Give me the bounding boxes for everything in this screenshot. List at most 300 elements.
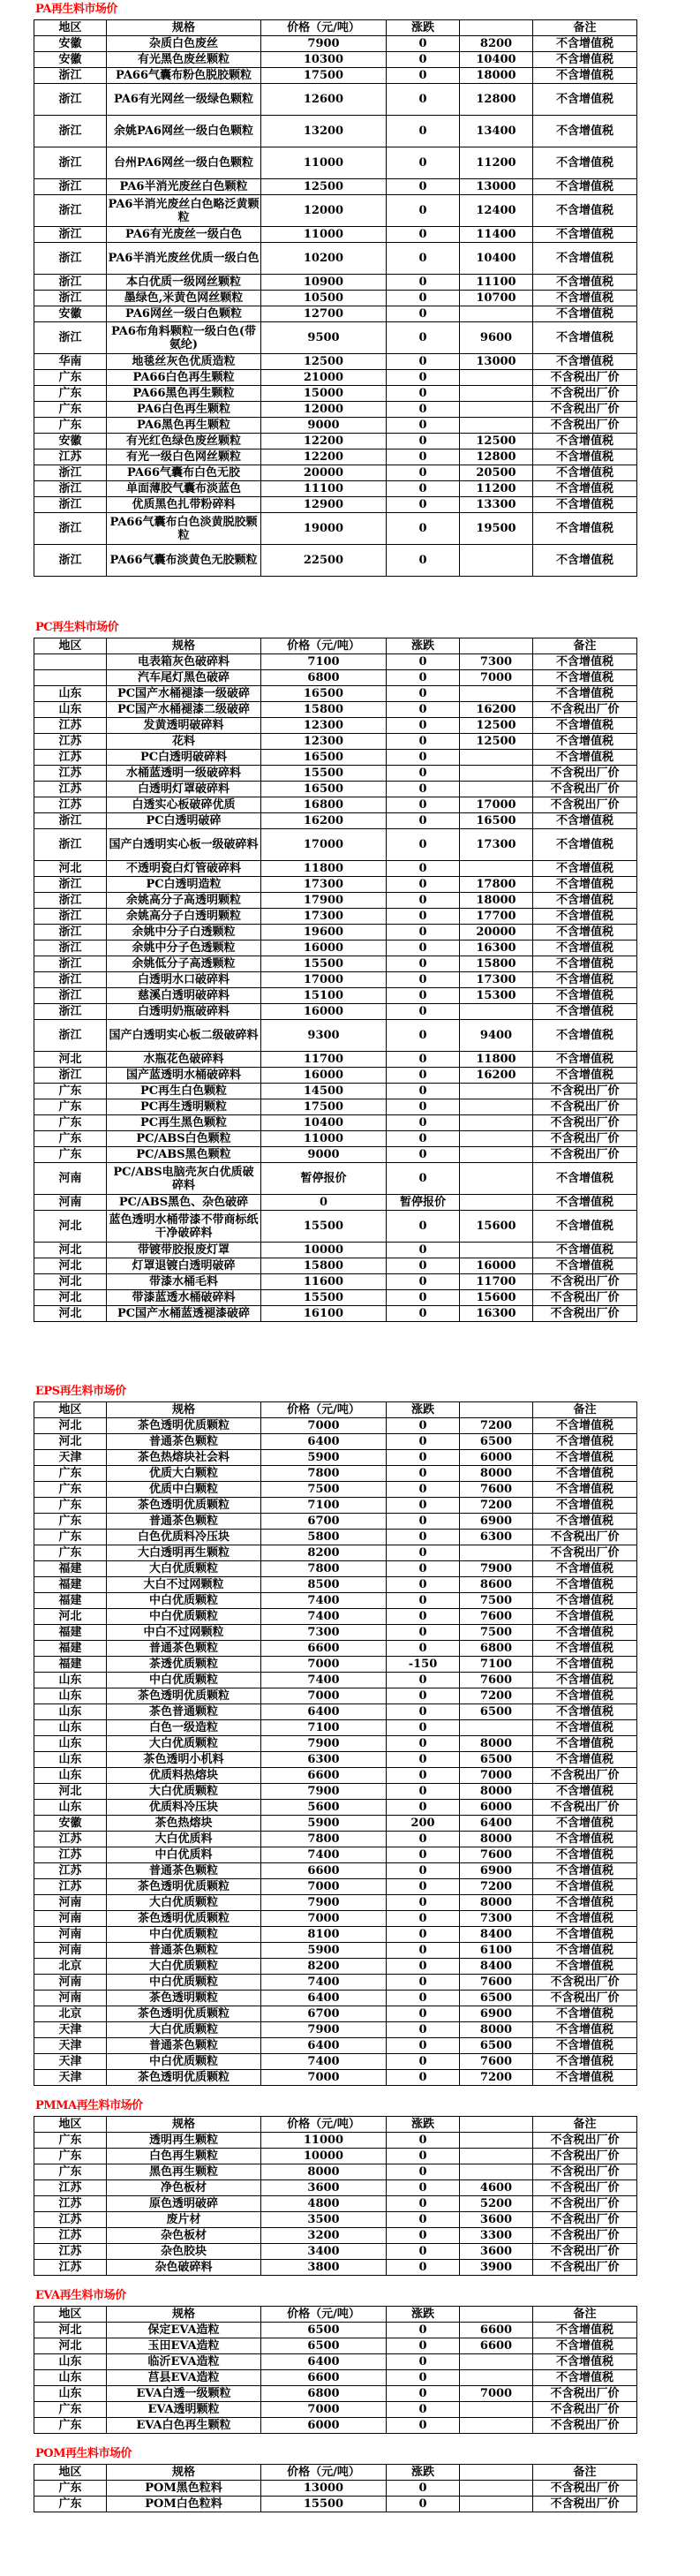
spec-cell: 普通茶色颗粒 [107,1434,261,1450]
change-cell: 0 [387,227,460,243]
price-cell: 7900 [261,36,387,52]
region-cell: 浙江 [34,813,107,829]
spec-cell: PC白透明破碎料 [107,750,261,766]
region-cell: 河南 [34,1991,107,2006]
table-row [34,1577,637,1593]
price-high-cell: 7000 [460,2386,533,2402]
remark-cell: 不含增值税 [533,750,637,766]
remark-cell: 不含税出厂价 [533,1306,637,1322]
region-cell: 浙江 [34,925,107,941]
table-row [34,322,637,354]
remark-cell: 不含增值税 [533,1943,637,1959]
table-header-row [34,2117,637,2133]
price-cell: 11700 [261,1052,387,1068]
table-row [34,2054,637,2070]
table-row [34,2338,637,2354]
spec-cell: PC国产水桶蓝透褪漆破碎 [107,1306,261,1322]
price-high-cell: 11800 [460,1052,533,1068]
price-cell: 9000 [261,418,387,434]
region-cell: 福建 [34,1593,107,1609]
remark-cell: 不含税出厂价 [533,1290,637,1306]
region-cell: 河北 [34,861,107,877]
price-high-cell: 20000 [460,925,533,941]
remark-cell: 不含税出厂价 [533,1274,637,1290]
change-cell: 0 [387,2497,460,2512]
price-high-cell: 19500 [460,513,533,545]
region-cell: 浙江 [34,84,107,116]
spec-cell: 优质料热熔块 [107,1768,261,1784]
region-cell: 河南 [34,1943,107,1959]
price-cell: 12000 [261,402,387,418]
table-row [34,1115,637,1131]
price-cell: 7400 [261,1673,387,1688]
table-row [34,1991,637,2006]
price-high-cell [460,1131,533,1147]
price-cell: 16000 [261,941,387,956]
price-high-cell: 6500 [460,1991,533,2006]
spec-cell: 水桶蓝透明一级破碎料 [107,766,261,782]
table-row [34,718,637,734]
price-high-cell: 13400 [460,116,533,147]
price-cell: 7500 [261,1482,387,1498]
price-high-cell: 6100 [460,1943,533,1959]
header-spec: 规格 [107,2465,261,2481]
region-cell: 广东 [34,2497,107,2512]
region-cell: 河南 [34,1895,107,1911]
change-cell: 0 [387,1641,460,1657]
spec-cell: 慈溪白透明破碎料 [107,988,261,1004]
change-cell: 0 [387,1482,460,1498]
price-cell: 8200 [261,1959,387,1975]
price-high-cell: 7300 [460,654,533,670]
header-price: 价格（元/吨） [261,2117,387,2133]
header-remark: 备注 [533,1402,637,1418]
spec-cell: 白色再生颗粒 [107,2149,261,2164]
price-high-cell: 16300 [460,1306,533,1322]
spec-cell: 余姚PA6网丝一级白色颗粒 [107,116,261,147]
price-high-cell: 12500 [460,718,533,734]
header-region: 地区 [34,2307,107,2323]
price-cell: 13200 [261,116,387,147]
spec-cell: 电表箱灰色破碎料 [107,654,261,670]
table-row [34,1004,637,1020]
table-row [34,1625,637,1641]
spec-cell: PC国产水桶褪漆一级破碎 [107,686,261,702]
price-cell: 7000 [261,2402,387,2418]
table-row [34,1466,637,1482]
remark-cell: 不含税出厂价 [533,1084,637,1099]
spec-cell: 白色优质料冷压块 [107,1530,261,1545]
header-price: 价格（元/吨） [261,638,387,654]
price-high-cell [460,306,533,322]
region-cell: 广东 [34,2133,107,2149]
table-header-row [34,2465,637,2481]
header-spec: 规格 [107,1402,261,1418]
change-cell: 0 [387,1720,460,1736]
change-cell: 0 [387,1131,460,1147]
price-cell: 17300 [261,909,387,925]
region-cell [34,654,107,670]
remark-cell: 不含税出厂价 [533,402,637,418]
table-row [34,370,637,386]
table-row [34,2497,637,2512]
change-cell: 0 [387,1847,460,1863]
table-row [34,1768,637,1784]
region-cell: 北京 [34,1959,107,1975]
region-cell: 安徽 [34,1816,107,1832]
table-row [34,2022,637,2038]
change-cell: 0 [387,513,460,545]
change-cell: 0 [387,1863,460,1879]
price-cell: 7400 [261,1975,387,1991]
price-cell: 17900 [261,893,387,909]
region-cell: 浙江 [34,275,107,291]
price-cell: 6400 [261,2038,387,2054]
table-row [34,1211,637,1243]
price-high-cell [460,2354,533,2370]
remark-cell: 不含增值税 [533,1911,637,1927]
remark-cell: 不含税出厂价 [533,702,637,718]
spec-cell: PA66气囊布淡黄色无胶颗粒 [107,545,261,577]
price-cell: 6000 [261,2418,387,2434]
remark-cell: 不含税出厂价 [533,766,637,782]
change-cell: 0 [387,2370,460,2386]
header-remark: 备注 [533,20,637,36]
header-blank [460,2117,533,2133]
price-high-cell [460,2133,533,2149]
table-row [34,2386,637,2402]
spec-cell: 茶色透明优质颗粒 [107,1911,261,1927]
price-cell: 3800 [261,2260,387,2276]
region-cell: 浙江 [34,497,107,513]
spec-cell: PA6黑色再生颗粒 [107,418,261,434]
table-row [34,1959,637,1975]
remark-cell: 不含增值税 [533,449,637,465]
price-cell: 6400 [261,2354,387,2370]
table-row [34,988,637,1004]
price-high-cell: 10400 [460,52,533,68]
remark-cell: 不含增值税 [533,147,637,179]
remark-cell: 不含增值税 [533,1498,637,1514]
price-cell: 12500 [261,354,387,370]
header-region: 地区 [34,1402,107,1418]
price-cell: 5900 [261,1943,387,1959]
change-cell: 0 [387,1832,460,1847]
remark-cell: 不含增值税 [533,195,637,227]
price-high-cell [460,2402,533,2418]
remark-cell: 不含增值税 [533,861,637,877]
price-high-cell: 3300 [460,2228,533,2244]
price-cell: 7000 [261,1418,387,1434]
table-row [34,1800,637,1816]
spec-cell: 普通茶色颗粒 [107,1514,261,1530]
region-cell: 山东 [34,702,107,718]
price-cell: 16000 [261,1068,387,1084]
region-cell: 广东 [34,1498,107,1514]
change-cell: 暂停报价 [387,1195,460,1211]
remark-cell: 不含增值税 [533,829,637,861]
change-cell: 0 [387,306,460,322]
change-cell: 0 [387,195,460,227]
region-cell: 江苏 [34,2244,107,2260]
price-cell: 3200 [261,2228,387,2244]
change-cell: 0 [387,2481,460,2497]
remark-cell: 不含增值税 [533,1784,637,1800]
spec-cell: 有光黑色废丝颗粒 [107,52,261,68]
region-cell: 江苏 [34,782,107,797]
price-high-cell: 16000 [460,1258,533,1274]
remark-cell: 不含税出厂价 [533,1545,637,1561]
spec-cell: PA6半消光废丝白色颗粒 [107,179,261,195]
remark-cell: 不含增值税 [533,2354,637,2370]
price-cell: 11000 [261,147,387,179]
table-row [34,2402,637,2418]
change-cell: 0 [387,1911,460,1927]
spec-cell: 茶色透明优质颗粒 [107,2006,261,2022]
remark-cell: 不含增值税 [533,36,637,52]
remark-cell: 不含增值税 [533,1068,637,1084]
table-row [34,2212,637,2228]
remark-cell: 不含增值税 [533,2323,637,2338]
price-high-cell: 7200 [460,2070,533,2086]
spec-cell: 保定EVA造粒 [107,2323,261,2338]
region-cell: 山东 [34,1720,107,1736]
change-cell: 0 [387,1290,460,1306]
spec-cell: POM黑色粒料 [107,2481,261,2497]
price-cell: 7100 [261,1498,387,1514]
change-cell: 0 [387,179,460,195]
region-cell: 江苏 [34,2260,107,2276]
table-row [34,2244,637,2260]
remark-cell: 不含税出厂价 [533,2164,637,2180]
remark-cell: 不含税出厂价 [533,2244,637,2260]
region-cell: 河北 [34,2338,107,2354]
price-high-cell: 7600 [460,1673,533,1688]
table-row [34,1163,637,1195]
table-row [34,1434,637,1450]
price-cell: 8500 [261,1577,387,1593]
spec-cell: PA66气囊布白色无胶 [107,465,261,481]
change-cell: 0 [387,941,460,956]
change-cell: 0 [387,1768,460,1784]
change-cell: 0 [387,354,460,370]
table-row [34,1084,637,1099]
table-row [34,116,637,147]
spec-cell: EVA白透一级颗粒 [107,2386,261,2402]
remark-cell: 不含增值税 [533,1195,637,1211]
remark-cell: 不含税出厂价 [533,1975,637,1991]
spec-cell: 大白优质颗粒 [107,1895,261,1911]
table-row [34,941,637,956]
remark-cell: 不含税出厂价 [533,1131,637,1147]
spec-cell: PA6半消光废丝优质一级白色 [107,243,261,275]
change-cell: 0 [387,1688,460,1704]
price-high-cell: 7500 [460,1625,533,1641]
spec-cell: 中白优质料 [107,1847,261,1863]
region-cell: 浙江 [34,243,107,275]
remark-cell: 不含增值税 [533,925,637,941]
change-cell: 0 [387,654,460,670]
spec-cell: 优质大白颗粒 [107,1466,261,1482]
region-cell: 河南 [34,1911,107,1927]
price-cell: 10200 [261,243,387,275]
change-cell: 0 [387,2180,460,2196]
remark-cell: 不含税出厂价 [533,2133,637,2149]
price-high-cell: 6300 [460,1530,533,1545]
price-cell: 7800 [261,1832,387,1847]
remark-cell: 不含增值税 [533,227,637,243]
price-cell: 12900 [261,497,387,513]
table-row [34,1943,637,1959]
price-high-cell: 16300 [460,941,533,956]
spec-cell: 茶色透明优质颗粒 [107,1688,261,1704]
table-row [34,1863,637,1879]
remark-cell: 不含税出厂价 [533,418,637,434]
change-cell: 0 [387,686,460,702]
price-cell: 14500 [261,1084,387,1099]
change-cell: 0 [387,988,460,1004]
remark-cell: 不含增值税 [533,116,637,147]
price-cell: 5600 [261,1800,387,1816]
remark-cell: 不含增值税 [533,2054,637,2070]
remark-cell: 不含增值税 [533,1609,637,1625]
region-cell: 山东 [34,1752,107,1768]
price-table-pom [34,2464,637,2512]
remark-cell: 不含增值税 [533,1863,637,1879]
change-cell: 0 [387,1306,460,1322]
region-cell: 浙江 [34,322,107,354]
price-high-cell: 6800 [460,1641,533,1657]
price-cell: 7900 [261,1736,387,1752]
spec-cell: 地毯丝灰色优质造粒 [107,354,261,370]
spec-cell: 中白优质颗粒 [107,1673,261,1688]
price-high-cell: 8400 [460,1927,533,1943]
price-high-cell: 17300 [460,972,533,988]
change-cell: 0 [387,1004,460,1020]
region-cell: 浙江 [34,909,107,925]
region-cell: 江苏 [34,449,107,465]
table-row [34,925,637,941]
section-title: PMMA再生料市场价 [35,2099,143,2112]
price-high-cell: 6500 [460,1752,533,1768]
table-row [34,1147,637,1163]
price-cell: 7000 [261,1879,387,1895]
price-high-cell [460,2481,533,2497]
price-cell: 6700 [261,1514,387,1530]
change-cell: 0 [387,1752,460,1768]
price-high-cell: 6000 [460,1450,533,1466]
remark-cell: 不含税出厂价 [533,2149,637,2164]
price-high-cell: 17700 [460,909,533,925]
price-high-cell: 8000 [460,1736,533,1752]
remark-cell: 不含增值税 [533,1450,637,1466]
remark-cell: 不含增值税 [533,52,637,68]
price-cell: 15500 [261,1290,387,1306]
table-row [34,1258,637,1274]
region-cell: 江苏 [34,2212,107,2228]
price-cell: 10400 [261,1115,387,1131]
spec-cell: PA66黑色再生颗粒 [107,386,261,402]
spec-cell: 单面薄胶气囊布淡蓝色 [107,481,261,497]
change-cell: 0 [387,2054,460,2070]
table-row [34,1306,637,1322]
change-cell: 0 [387,1879,460,1895]
remark-cell: 不含税出厂价 [533,2196,637,2212]
table-row [34,84,637,116]
spec-cell: 茶色透明优质颗粒 [107,1879,261,1895]
region-cell: 江苏 [34,1832,107,1847]
region-cell: 河南 [34,1163,107,1195]
price-table-pc [34,638,637,1322]
price-cell: 6300 [261,1752,387,1768]
remark-cell: 不含增值税 [533,1243,637,1258]
spec-cell: 带漆水桶毛料 [107,1274,261,1290]
price-high-cell: 15800 [460,956,533,972]
table-header-row [34,1402,637,1418]
spec-cell: 白透明水口破碎料 [107,972,261,988]
change-cell: 0 [387,1020,460,1052]
change-cell: 0 [387,291,460,306]
remark-cell: 不含增值税 [533,2038,637,2054]
region-cell: 江苏 [34,797,107,813]
spec-cell: 原色透明破碎 [107,2196,261,2212]
price-high-cell: 6500 [460,1434,533,1450]
price-cell: 3600 [261,2180,387,2196]
remark-cell: 不含税出厂价 [533,1530,637,1545]
remark-cell: 不含增值税 [533,68,637,84]
price-high-cell: 8000 [460,1466,533,1482]
price-cell: 7400 [261,1593,387,1609]
change-cell: 0 [387,402,460,418]
table-row [34,2481,637,2497]
price-cell: 15800 [261,702,387,718]
remark-cell: 不含增值税 [533,354,637,370]
table-row [34,893,637,909]
table-row [34,1752,637,1768]
change-cell: 0 [387,813,460,829]
price-cell: 7900 [261,1895,387,1911]
price-cell: 7400 [261,2054,387,2070]
change-cell: 0 [387,1243,460,1258]
price-high-cell: 16200 [460,702,533,718]
price-cell: 7100 [261,1720,387,1736]
table-row [34,2164,637,2180]
table-row [34,275,637,291]
table-row [34,909,637,925]
spec-cell: 杂色破碎料 [107,2260,261,2276]
region-cell: 河北 [34,1609,107,1625]
region-cell: 山东 [34,1800,107,1816]
table-header-row [34,20,637,36]
price-cell: 12700 [261,306,387,322]
price-cell: 8200 [261,1545,387,1561]
price-high-cell [460,1147,533,1163]
remark-cell: 不含增值税 [533,877,637,893]
change-cell: 0 [387,829,460,861]
price-cell: 9000 [261,1147,387,1163]
remark-cell: 不含增值税 [533,718,637,734]
remark-cell: 不含税出厂价 [533,2402,637,2418]
header-region: 地区 [34,638,107,654]
table-row [34,2196,637,2212]
spec-cell: POM白色粒料 [107,2497,261,2512]
price-high-cell [460,1720,533,1736]
remark-cell: 不含税出厂价 [533,2228,637,2244]
table-row [34,1561,637,1577]
remark-cell: 不含税出厂价 [533,2418,637,2434]
section-eva [34,2289,636,2434]
price-cell: 7000 [261,2070,387,2086]
